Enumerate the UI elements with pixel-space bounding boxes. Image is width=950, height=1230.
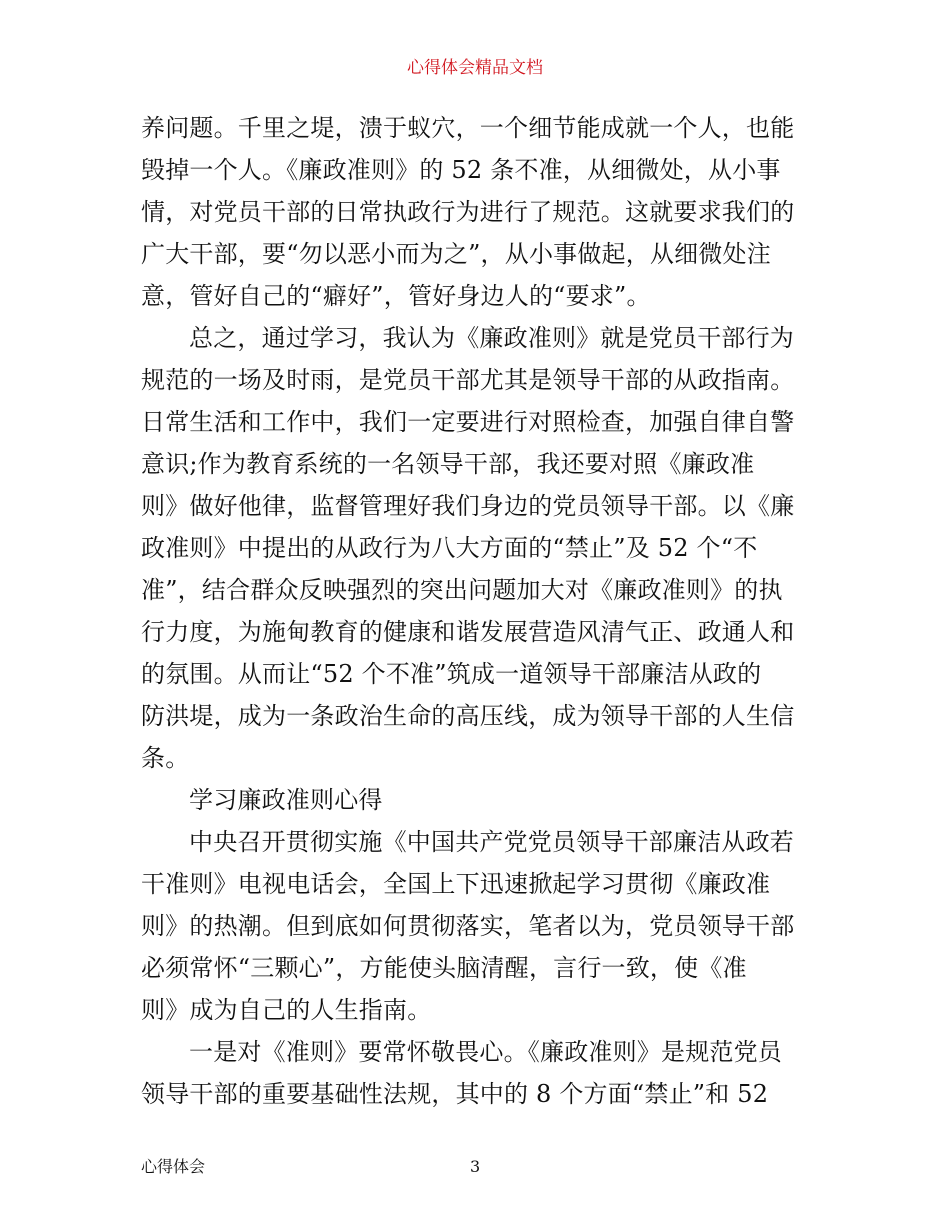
text-line: 规范的一场及时雨，是党员干部尤其是领导干部的从政指南。 [141, 366, 795, 394]
text-line: 则》的热潮。但到底如何贯彻落实，笔者以为，党员领导干部 [141, 912, 795, 940]
text-line: 领导干部的重要基础性法规，其中的 8 个方面“禁止”和 52 [141, 1080, 769, 1108]
text-line: 干准则》电视电话会，全国上下迅速掀起学习贯彻《廉政准 [141, 870, 771, 898]
text-line: 意识;作为教育系统的一名领导干部，我还要对照《廉政准 [141, 450, 755, 478]
document-body [141, 107, 811, 1115]
text-line: 则》做好他律，监督管理好我们身边的党员领导干部。以《廉 [141, 492, 795, 520]
paragraph-start-line: 总之，通过学习，我认为《廉政准则》就是党员干部行为 [189, 324, 794, 352]
text-line: 情，对党员干部的日常执政行为进行了规范。这就要求我们的 [141, 198, 795, 226]
text-line: 行力度，为施甸教育的健康和谐发展营造风清气正、政通人和 [141, 618, 795, 646]
text-line: 意，管好自己的“癖好”，管好身边人的“要求”。 [141, 282, 651, 310]
text-line: 日常生活和工作中，我们一定要进行对照检查，加强自律自警 [141, 408, 795, 436]
text-line: 政准则》中提出的从政行为八大方面的“禁止”及 52 个“不 [141, 534, 758, 562]
text-line: 准”，结合群众反映强烈的突出问题加大对《廉政准则》的执 [141, 576, 783, 604]
footer-label: 心得体会 [141, 1157, 206, 1176]
text-line: 条。 [141, 744, 190, 772]
text-line: 广大干部，要“勿以恶小而为之”，从小事做起，从细微处注 [141, 240, 771, 268]
paragraph-start-line: 一是对《准则》要常怀敬畏心。《廉政准则》是规范党员 [189, 1038, 782, 1066]
paragraph-start-line: 中央召开贯彻实施《中国共产党党员领导干部廉洁从政若 [189, 828, 794, 856]
page-number: 3 [470, 1157, 481, 1176]
text-line: 必须常怀“三颗心”，方能使头脑清醒，言行一致，使《准 [141, 954, 747, 982]
page-header: 心得体会精品文档 [407, 58, 543, 78]
text-line: 则》成为自己的人生指南。 [141, 996, 432, 1024]
text-line: 防洪堤，成为一条政治生命的高压线，成为领导干部的人生信 [141, 702, 795, 730]
text-line: 毁掉一个人。《廉政准则》的 52 条不准，从细微处，从小事 [141, 156, 781, 184]
text-line: 的氛围。从而让“52 个不准”筑成一道领导干部廉洁从政的 [141, 660, 762, 688]
text-line: 养问题。千里之堤，溃于蚁穴，一个细节能成就一个人，也能 [141, 114, 795, 142]
section-heading: 学习廉政准则心得 [189, 786, 383, 814]
